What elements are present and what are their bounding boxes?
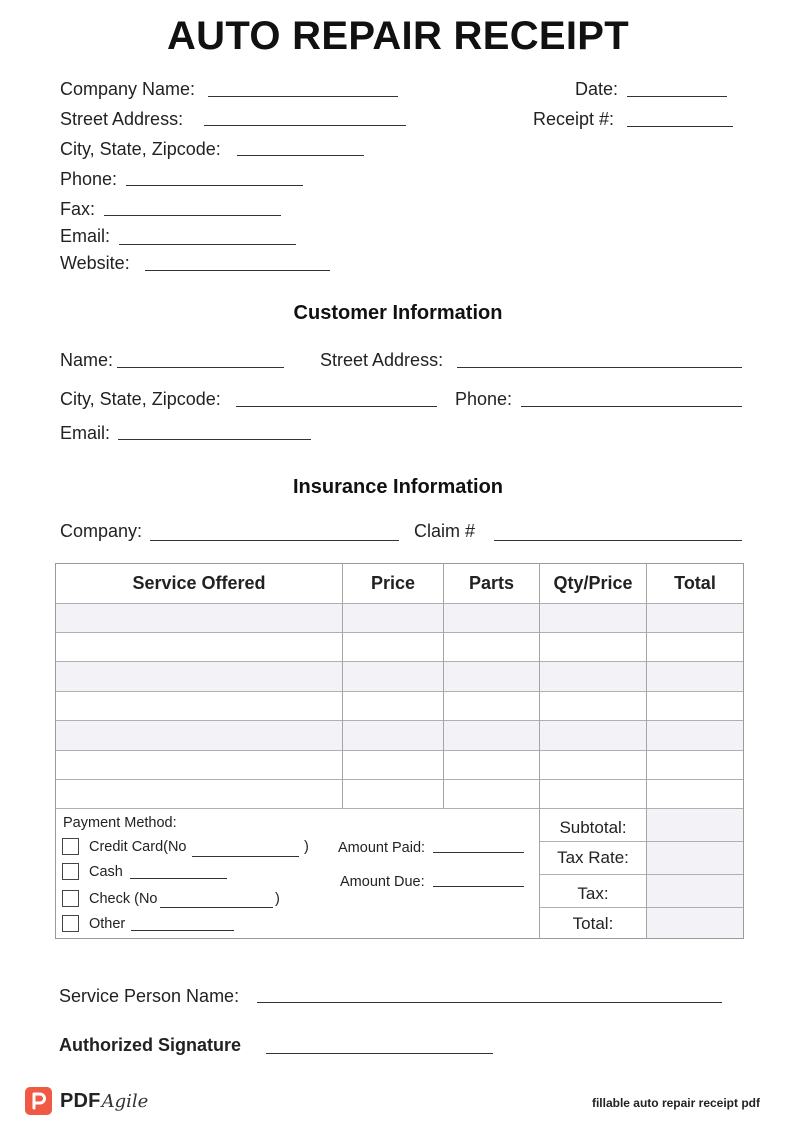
header-qty-price: Qty/Price [553, 573, 633, 593]
customer-street-label: Street Address: [320, 350, 444, 370]
footer-note: fillable auto repair receipt pdf [591, 1096, 760, 1110]
date-field[interactable] [627, 96, 727, 97]
company-name-field[interactable] [208, 96, 398, 97]
summary-divider [540, 841, 743, 842]
insurance-company-field[interactable] [150, 540, 399, 541]
authorized-signature-field[interactable] [266, 1053, 493, 1054]
website-label: Website: [60, 253, 130, 273]
cash-field[interactable] [130, 878, 227, 879]
subtotal-value-cell[interactable] [647, 809, 743, 841]
header-price: Price [370, 573, 416, 593]
credit-card-checkbox[interactable] [62, 838, 79, 855]
receipt-number-label: Receipt #: [533, 109, 615, 129]
customer-street-field[interactable] [457, 367, 742, 368]
customer-city-label: City, State, Zipcode: [60, 389, 221, 409]
street-address-label: Street Address: [60, 109, 184, 129]
check-close-paren: ) [275, 891, 280, 907]
amount-due-label: Amount Due: [340, 874, 425, 890]
customer-phone-field[interactable] [521, 406, 742, 407]
amount-due-field[interactable] [433, 886, 524, 887]
check-checkbox[interactable] [62, 890, 79, 907]
fax-field[interactable] [104, 215, 281, 216]
amount-paid-label: Amount Paid: [338, 840, 426, 856]
header-total: Total [674, 573, 716, 593]
column-divider [646, 563, 647, 939]
header-service-offered: Service Offered [132, 573, 266, 593]
summary-divider [540, 907, 743, 908]
customer-city-field[interactable] [236, 406, 437, 407]
document-title: AUTO REPAIR RECEIPT [166, 14, 630, 58]
cash-label: Cash [89, 864, 123, 880]
street-address-field[interactable] [204, 125, 406, 126]
tax-label: Tax: [577, 884, 609, 903]
summary-divider [540, 874, 743, 875]
cash-checkbox[interactable] [62, 863, 79, 880]
insurance-company-label: Company: [60, 521, 143, 541]
service-person-field[interactable] [257, 1002, 722, 1003]
brand-script: Agile [101, 1090, 149, 1112]
insurance-info-heading: Insurance Information [292, 476, 504, 498]
table-row[interactable] [56, 632, 743, 661]
payment-method-label: Payment Method: [63, 815, 177, 831]
total-value-cell[interactable] [647, 908, 743, 938]
city-state-zip-label: City, State, Zipcode: [60, 139, 221, 159]
table-row[interactable] [56, 720, 743, 750]
column-divider [342, 563, 343, 808]
email-field[interactable] [119, 244, 296, 245]
customer-info-heading: Customer Information [293, 302, 503, 324]
other-checkbox[interactable] [62, 915, 79, 932]
tax-rate-value-cell[interactable] [647, 842, 743, 874]
header-parts: Parts [468, 573, 515, 593]
other-field[interactable] [131, 930, 234, 931]
table-row[interactable] [56, 691, 743, 720]
brand-name: PDF [60, 1089, 101, 1112]
tax-value-cell[interactable] [647, 875, 743, 907]
customer-email-label: Email: [60, 423, 111, 443]
table-divider [56, 808, 743, 809]
table-row[interactable] [56, 779, 743, 808]
company-name-label: Company Name: [60, 79, 196, 99]
table-row[interactable] [56, 661, 743, 691]
table-row[interactable] [56, 603, 743, 632]
receipt-number-field[interactable] [627, 126, 733, 127]
column-divider [443, 563, 444, 808]
customer-phone-label: Phone: [455, 389, 513, 409]
city-state-zip-field[interactable] [237, 155, 364, 156]
service-person-label: Service Person Name: [59, 986, 240, 1006]
customer-name-field[interactable] [117, 367, 284, 368]
pdf-agile-brand [25, 1087, 148, 1115]
subtotal-label: Subtotal: [559, 818, 627, 837]
website-field[interactable] [145, 270, 330, 271]
check-label: Check (No [89, 891, 158, 907]
date-label: Date: [575, 79, 619, 99]
check-number-field[interactable] [160, 907, 273, 908]
authorized-signature-label: Authorized Signature [59, 1035, 242, 1055]
claim-number-label: Claim # [414, 521, 476, 541]
total-label: Total: [572, 914, 614, 933]
customer-email-field[interactable] [118, 439, 311, 440]
column-divider [539, 563, 540, 939]
email-label: Email: [60, 226, 111, 246]
claim-number-field[interactable] [494, 540, 742, 541]
customer-name-label: Name: [60, 350, 114, 370]
table-row[interactable] [56, 750, 743, 779]
amount-paid-field[interactable] [433, 852, 524, 853]
tax-rate-label: Tax Rate: [557, 848, 629, 867]
phone-label: Phone: [60, 169, 118, 189]
pdf-agile-logo-icon [25, 1087, 52, 1115]
credit-card-label: Credit Card(No [89, 839, 187, 855]
other-label: Other [89, 916, 126, 932]
phone-field[interactable] [126, 185, 303, 186]
credit-card-close-paren: ) [304, 839, 309, 855]
credit-card-number-field[interactable] [192, 856, 299, 857]
fax-label: Fax: [60, 199, 96, 219]
